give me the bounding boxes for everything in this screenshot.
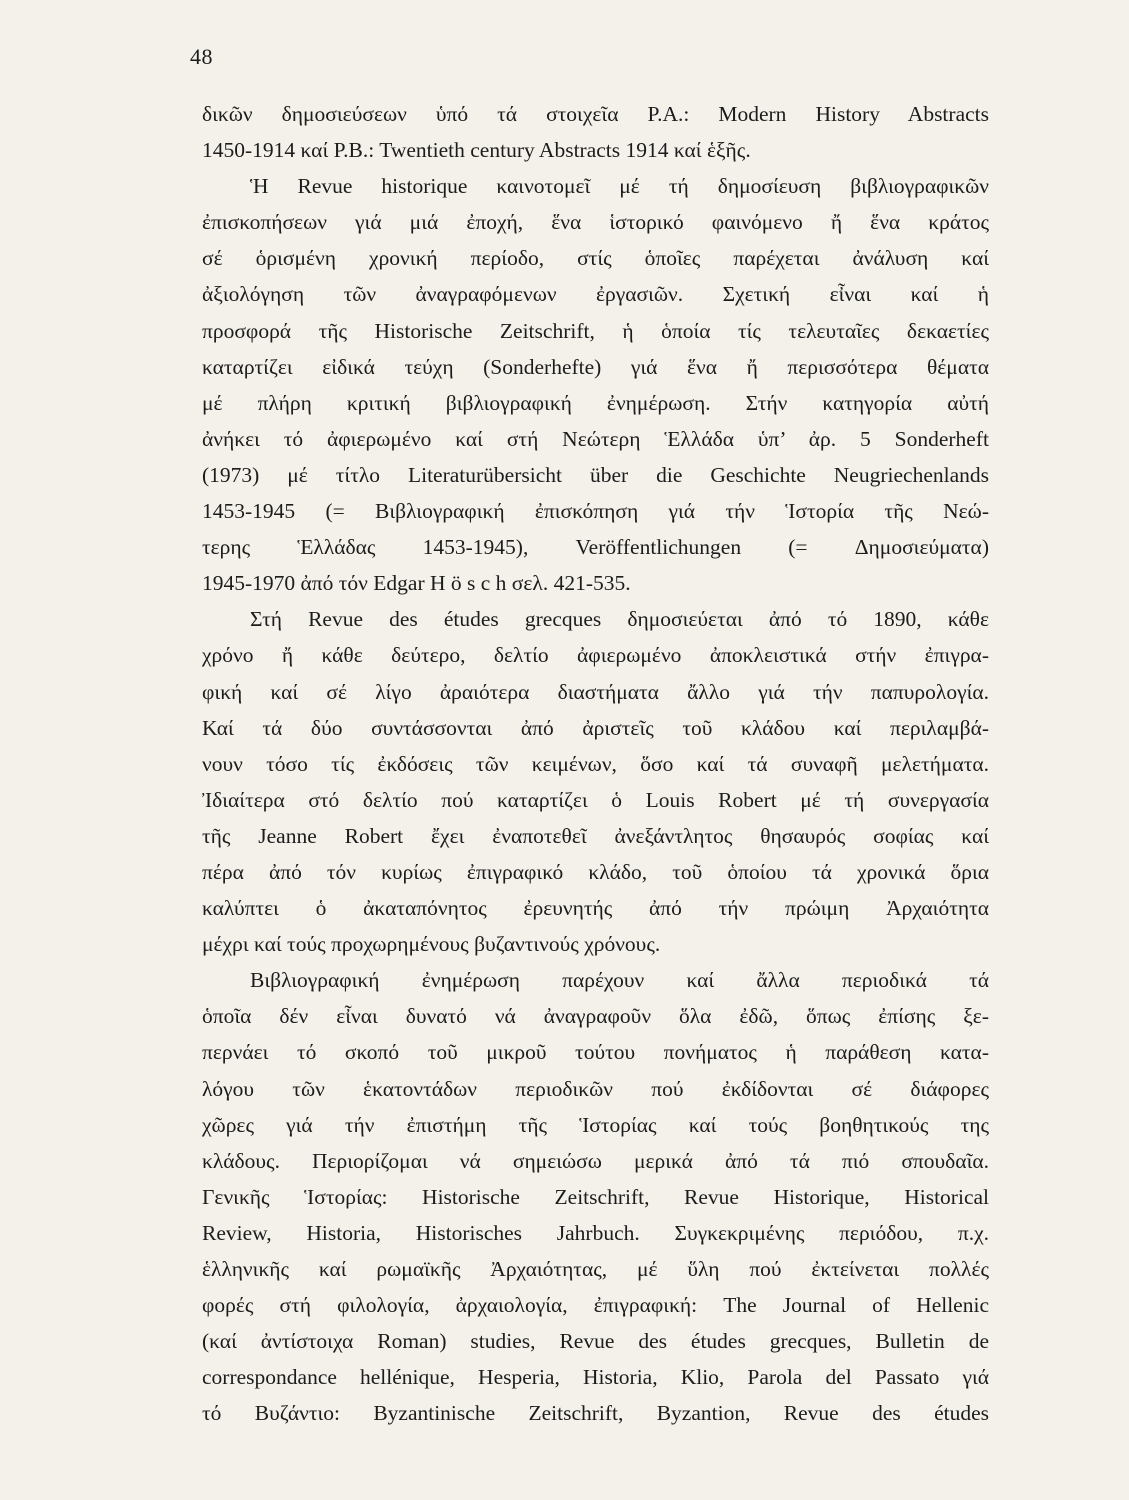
text-line: Review, Historia, Historisches Jahrbuch. Συγκεκριμένης περιόδου, π.χ. <box>202 1220 989 1245</box>
text-line: 1453-1945 (= Βιβλιογραφική ἐπισκόπηση γιά τήν Ἱστορία τῆς Νεώ- <box>202 499 989 524</box>
paragraph <box>202 168 989 601</box>
text-line: (1973) μέ τίτλο Literaturübersicht über die Geschichte Neugriechenlands <box>202 462 989 487</box>
paragraph <box>202 601 989 962</box>
text-line: ἀνήκει τό ἀφιερωμένο καί στή Νεώτερη Ἑλλάδα ὑπ’ ἀρ. 5 Sonderheft <box>202 426 989 451</box>
text-line: φική καί σέ λίγο ἀραιότερα διαστήματα ἄλλο γιά τήν παπυρολογία. <box>202 679 989 704</box>
text-line: μέχρι καί τούς προχωρημένους βυζαντινούς χρόνους. <box>202 932 661 957</box>
text-line: τερης Ἑλλάδας 1453-1945), Veröffentlichungen (= Δημοσιεύματα) <box>202 535 989 560</box>
paragraph <box>202 962 989 1431</box>
text-line: τῆς Jeanne Robert ἔχει ἐναποτεθεῖ ἀνεξάντλητος θησαυρός σοφίας καί <box>202 823 989 848</box>
text-line: ἐπισκοπήσεων γιά μιά ἐποχή, ἕνα ἱστορικό φαινόμενο ἤ ἕνα κράτος <box>202 210 989 235</box>
text-line: κλάδους. Περιορίζομαι νά σημειώσω μερικά ἀπό τά πιό σπουδαῖα. <box>202 1148 989 1173</box>
text-line: (καί ἀντίστοιχα Roman) studies, Revue des études grecques, Bulletin de <box>202 1329 989 1354</box>
text-line: Ἡ Revue historique καινοτομεῖ μέ τή δημοσίευση βιβλιογραφικῶν <box>250 174 989 199</box>
text-line: 1450-1914 καί P.B.: Twentieth century Abstracts 1914 καί ἑξῆς. <box>202 138 751 163</box>
text-line: Ἰδιαίτερα στό δελτίο πού καταρτίζει ὁ Louis Robert μέ τή συνεργασία <box>202 787 989 812</box>
paragraph <box>202 96 989 168</box>
text-line: πέρα ἀπό τόν κυρίως ἐπιγραφικό κλάδο, τοῦ ὁποίου τά χρονικά ὅρια <box>202 859 989 884</box>
text-line: λόγου τῶν ἑκατοντάδων περιοδικῶν πού ἐκδίδονται σέ διάφορες <box>202 1076 989 1101</box>
text-line: Γενικῆς Ἱστορίας: Historische Zeitschrift, Revue Historique, Historical <box>202 1184 989 1209</box>
text-line: ἑλληνικῆς καί ρωμαϊκῆς Ἀρχαιότητας, μέ ὕλη πού ἐκτείνεται πολλές <box>202 1257 989 1281</box>
text-line: χῶρες γιά τήν ἐπιστήμη τῆς Ἱστορίας καί τούς βοηθητικούς της <box>202 1112 989 1137</box>
text-line: νουν τόσο τίς ἐκδόσεις τῶν κειμένων, ὅσο καί τά συναφῆ μελετήματα. <box>202 751 989 776</box>
text-line: περνάει τό σκοπό τοῦ μικροῦ τούτου πονήματος ἡ παράθεση κατα- <box>202 1040 989 1065</box>
text-line: δικῶν δημοσιεύσεων ὑπό τά στοιχεῖα P.A.: Modern History Abstracts <box>202 102 989 126</box>
page-number: 48 <box>190 44 213 69</box>
text-line: σέ ὁρισμένη χρονική περίοδο, στίς ὁποῖες παρέχεται ἀνάλυση καί <box>202 246 989 271</box>
text-line: τό Βυζάντιο: Byzantinische Zeitschrift, Byzantion, Revue des études <box>202 1401 989 1426</box>
text-line: προσφορά τῆς Historische Zeitschrift, ἡ ὁποία τίς τελευταῖες δεκαετίες <box>202 318 989 343</box>
text-line: Στή Revue des études grecques δημοσιεύεται ἀπό τό 1890, κάθε <box>250 607 989 632</box>
text-line: Καί τά δύο συντάσσονται ἀπό ἀριστεῖς τοῦ κλάδου καί περιλαμβά- <box>202 715 989 740</box>
text-line: φορές στή φιλολογία, ἀρχαιολογία, ἐπιγραφική: The Journal of Hellenic <box>202 1293 989 1318</box>
text-line: correspondance hellénique, Hesperia, Historia, Klio, Parola del Passato γιά <box>202 1365 989 1390</box>
text-line: καλύπτει ὁ ἀκαταπόνητος ἐρευνητής ἀπό τήν πρώιμη Ἀρχαιότητα <box>202 896 989 921</box>
text-line: χρόνο ἤ κάθε δεύτερο, δελτίο ἀφιερωμένο ἀποκλειστικά στήν ἐπιγρα- <box>202 643 989 668</box>
text-line: Βιβλιογραφική ἐνημέρωση παρέχουν καί ἄλλα περιοδικά τά <box>250 968 989 993</box>
text-line: 1945-1970 ἀπό τόν Edgar H ö s c h σελ. 421-535. <box>202 571 631 596</box>
text-line: μέ πλήρη κριτική βιβλιογραφική ἐνημέρωση. Στήν κατηγορία αὐτή <box>202 390 989 415</box>
text-line: ὁποῖα δέν εἶναι δυνατό νά ἀναγραφοῦν ὅλα ἐδῶ, ὅπως ἐπίσης ξε- <box>202 1004 989 1029</box>
text-line: ἀξιολόγηση τῶν ἀναγραφόμενων ἐργασιῶν. Σχετική εἶναι καί ἡ <box>202 282 989 307</box>
body-text <box>202 96 989 1431</box>
text-line: καταρτίζει εἰδικά τεύχη (Sonderhefte) γιά ἕνα ἤ περισσότερα θέματα <box>202 354 989 379</box>
